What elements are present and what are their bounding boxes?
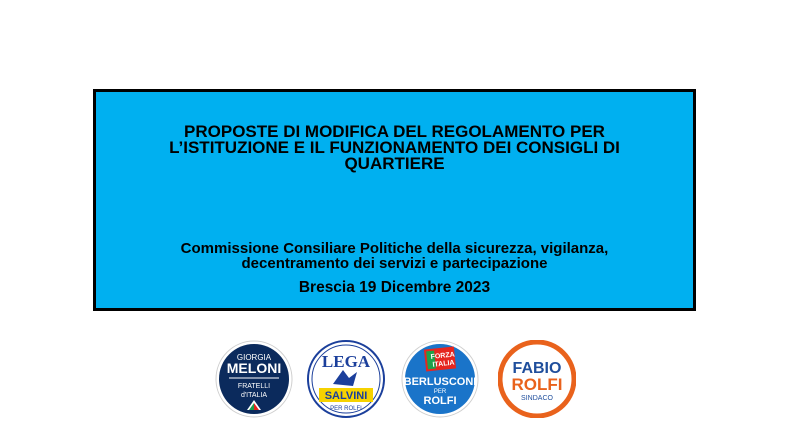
logo-text: GIORGIA [236,353,272,362]
logo-text: PER ROLFI [330,406,362,412]
commission-subtitle [96,241,693,271]
subtitle-line: decentramento dei servizi e partecipazione [241,255,548,272]
title-line: QUARTIERE [344,154,445,173]
subtitle-line: Commissione Consiliare Politiche della sicurezza, vigilanza, [180,240,609,257]
fratelli-italia-logo [215,340,293,418]
logo-text: BERLUSCONI [403,376,477,388]
document-title [96,124,693,172]
fabio-rolfi-logo [498,340,576,418]
forza-italia-logo [401,340,479,418]
header-panel [93,89,696,311]
logo-text: FORZA [430,351,456,361]
document-date: Brescia 19 Dicembre 2023 [298,279,491,296]
party-logos [0,340,800,420]
lega-logo [307,340,385,418]
title-line: PROPOSTE DI MODIFICA DEL REGOLAMENTO PER [184,122,605,141]
logo-text: ROLFI [423,395,457,407]
logo-text: MELONI [226,360,282,376]
title-line: L’ISTITUZIONE E IL FUNZIONAMENTO DEI CONSIGLI DI [169,138,620,157]
logo-text: LEGA [321,352,371,371]
logo-text: PER [433,389,447,395]
logo-text: FABIO [512,360,562,377]
logo-text: ITALIA [432,359,455,369]
logo-text: FRATELLI [237,383,271,390]
logo-text: ROLFI [511,375,563,394]
logo-text: SINDACO [521,395,553,402]
logo-text: SALVINI [324,390,368,402]
logo-text: d'ITALIA [240,392,268,399]
